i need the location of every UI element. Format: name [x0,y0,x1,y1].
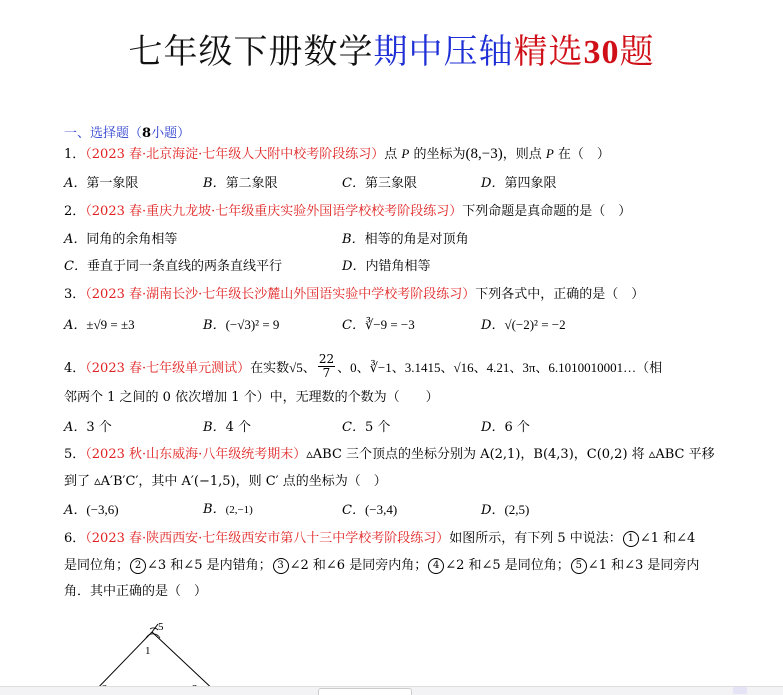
q4-option-d-letter: D． [481,420,505,435]
q4-stem-b: 邻两个 1 之间的 0 依次增加 1 个）中，无理数的个数为（ ） [64,390,439,405]
q1-stem-b: 的坐标为 [409,147,466,162]
q3-number: 3． [64,287,86,302]
q4-frac-denominator: 7 [322,366,331,380]
q2-option-d-text: 内错角相等 [365,259,431,274]
q1-point-p: P [401,146,410,161]
q6-statement-2: ∠3 和∠5 是内错角； [147,558,272,573]
q2-option-c[interactable] [64,258,282,276]
section-heading [64,125,764,143]
q2-option-a-text: 同角的余角相等 [86,232,178,247]
figure-label-1: 1 [145,645,151,657]
figure-label-5: 5 [158,621,164,633]
q3-option-b-text: (−√3)² = 9 [225,317,280,332]
figure-line-left [92,632,152,694]
q3-option-d-letter: D． [481,318,505,333]
q4-source: （2023 春·七年级单元测试） [85,361,251,376]
section-suffix: 小题） [151,126,191,141]
q6-statement-4: ∠2 和∠5 是同位角； [445,558,570,573]
q2-number: 2． [64,204,86,219]
q6-stem-c: 角．其中正确的是（ ） [64,584,208,599]
q6-stem-a: 如图所示，有下列 5 中说法： [449,531,622,546]
q5-option-c-text: (−3,4) [364,502,398,517]
q2-option-c-letter: C． [64,259,87,274]
question-4-cont [64,389,764,407]
q3-option-b-letter: B． [203,318,226,333]
q5-option-d-letter: D． [481,503,505,518]
q5-stem-a: ▵ABC 三个顶点的坐标分别为 A(2,1)，B(4,3)，C(0,2) 将 ▵ABC 平移 [306,447,715,462]
q3-option-b[interactable] [203,316,279,335]
q1-number: 1． [64,147,86,162]
q4-option-c-text: 5 个 [364,420,391,435]
q4-option-d-text: 6 个 [504,420,530,435]
q5-option-b-text: (2,−1) [225,504,253,516]
q1-option-c-letter: C． [342,176,365,191]
q1-source: （2023 春·北京海淀·七年级人大附中校考阶段练习） [85,147,385,162]
q5-option-b-letter: B． [203,502,226,517]
q3-stem: 下列各式中，正确的是（ ） [475,287,645,302]
q6-source: （2023 春·陕西西安·七年级西安市第八十三中学校考阶段练习） [85,531,450,546]
q5-option-a[interactable] [64,501,119,520]
q4-list: 、0、∛−1、3.1415、√16、4.21、3π、6.1010010001…（相 [337,360,663,375]
q2-option-b-text: 相等的角是对顶角 [364,232,469,247]
question-6-cont2 [64,583,764,601]
q6-number: 6． [64,531,86,546]
q1-option-c[interactable] [342,175,417,193]
page-title [0,30,783,75]
q6-stem-b: 是同位角； [64,558,130,573]
q1-option-d-text: 第四象限 [504,176,557,191]
question-6-cont [64,557,764,575]
q5-option-c[interactable] [342,501,397,520]
q4-option-b-letter: B． [203,420,226,435]
q6-circle-2: 2 [130,558,146,574]
bottom-right-button[interactable] [733,687,747,694]
title-number: 30 [583,34,620,71]
title-part-end: 题 [619,32,655,72]
q3-option-a-letter: A． [64,318,87,333]
q3-source: （2023 春·湖南长沙·七年级长沙麓山外国语实验中学校考阶段练习） [85,287,476,302]
question-4: 4．（2023 春·七年级单元测试）在实数√5、 $\frac{22}{7}$ 、0、∛−1、3.1415、√16、4.21、3π、6.1010010001…（相 [64,352,663,380]
q3-option-c[interactable] [342,316,415,335]
q3-option-a-text: ±√9 = ±3 [86,317,135,332]
q5-option-c-letter: C． [342,503,365,518]
question-5 [64,446,764,464]
q2-option-d[interactable] [342,258,430,276]
q4-option-c-letter: C． [342,420,365,435]
figure-line-right [152,632,218,694]
q4-option-b-text: 4 个 [225,420,251,435]
q6-circle-5: 5 [571,558,587,574]
q6-circle-3: 3 [273,558,289,574]
q1-option-d-letter: D． [481,176,505,191]
q2-option-a-letter: A． [64,232,87,247]
q5-number: 5． [64,447,86,462]
q4-number: 4． [64,361,86,376]
q4-option-a[interactable] [64,419,112,437]
q5-option-d[interactable] [481,501,529,520]
q1-option-a-text: 第一象限 [86,176,139,191]
angle-figure [80,612,240,694]
q6-statement-1: ∠1 和∠4 [639,531,696,546]
q5-source: （2023 秋·山东威海·八年级统考期末） [85,447,307,462]
question-3 [64,286,764,304]
q1-stem-a: 点 [384,147,402,162]
q6-statement-5: ∠1 和∠3 是同旁内 [587,558,700,573]
question-2 [64,203,764,221]
q2-option-b[interactable] [342,231,469,249]
q1-option-a-letter: A． [64,176,87,191]
q4-option-a-text: 3 个 [86,420,112,435]
q1-option-b[interactable] [203,175,278,193]
q4-stem-a: 在实数 [250,361,290,376]
question-6 [64,530,764,548]
q2-option-d-letter: D． [342,259,366,274]
q2-source: （2023 春·重庆九龙坡·七年级重庆实验外国语学校校考阶段练习） [85,204,463,219]
q5-option-b[interactable] [203,501,253,519]
q4-option-c[interactable] [342,419,390,437]
q5-option-d-text: (2,5) [504,502,530,517]
q1-option-c-text: 第三象限 [364,176,417,191]
q3-option-c-text: ∛−9 = −3 [364,317,415,332]
section-count: 8 [142,126,152,141]
q4-fraction [318,353,335,380]
q1-option-b-letter: B． [203,176,226,191]
q2-option-c-text: 垂直于同一条直线的两条直线平行 [86,259,282,274]
q1-option-d[interactable] [481,175,556,193]
q3-option-d-text: √(−2)² = −2 [504,317,566,332]
q1-stem-d: 在（ ） [553,147,610,162]
q2-option-b-letter: B． [342,232,365,247]
q3-option-d[interactable] [481,316,566,335]
q5-option-a-letter: A． [64,503,87,518]
q1-point-p2: P [545,146,554,161]
q6-circle-1: 1 [623,531,639,547]
q4-option-d[interactable] [481,419,530,437]
question-1 [64,145,764,164]
title-part-red: 精选 [513,32,584,72]
q2-option-a[interactable] [64,231,177,249]
q3-option-a[interactable] [64,316,135,335]
q3-option-c-letter: C． [342,318,365,333]
title-part-blue: 期中压轴 [373,32,514,72]
q5-option-a-text: (−3,6) [86,502,119,517]
q6-statement-3: ∠2 和∠6 是同旁内角； [289,558,428,573]
q4-frac-numerator: 22 [318,352,335,366]
title-part-black: 七年级下册数学 [128,32,374,72]
q1-coord: (8,−3) [465,146,503,162]
q1-option-b-text: 第二象限 [225,176,278,191]
q4-sqrt5: √5 [289,360,303,375]
q1-stem-c: ，则点 [502,147,546,162]
q4-option-b[interactable] [203,419,251,437]
q1-option-a[interactable] [64,175,138,193]
q6-circle-4: 4 [428,558,444,574]
question-5-cont [64,473,764,491]
q5-stem-b: 到了 ▵A′B′C′，其中 A′(−1,5)，则 C′ 点的坐标为（ ） [64,474,387,489]
section-prefix: 一、选择题（ [64,126,143,141]
q4-option-a-letter: A． [64,420,87,435]
q2-stem: 下列命题是真命题的是（ ） [462,204,632,219]
